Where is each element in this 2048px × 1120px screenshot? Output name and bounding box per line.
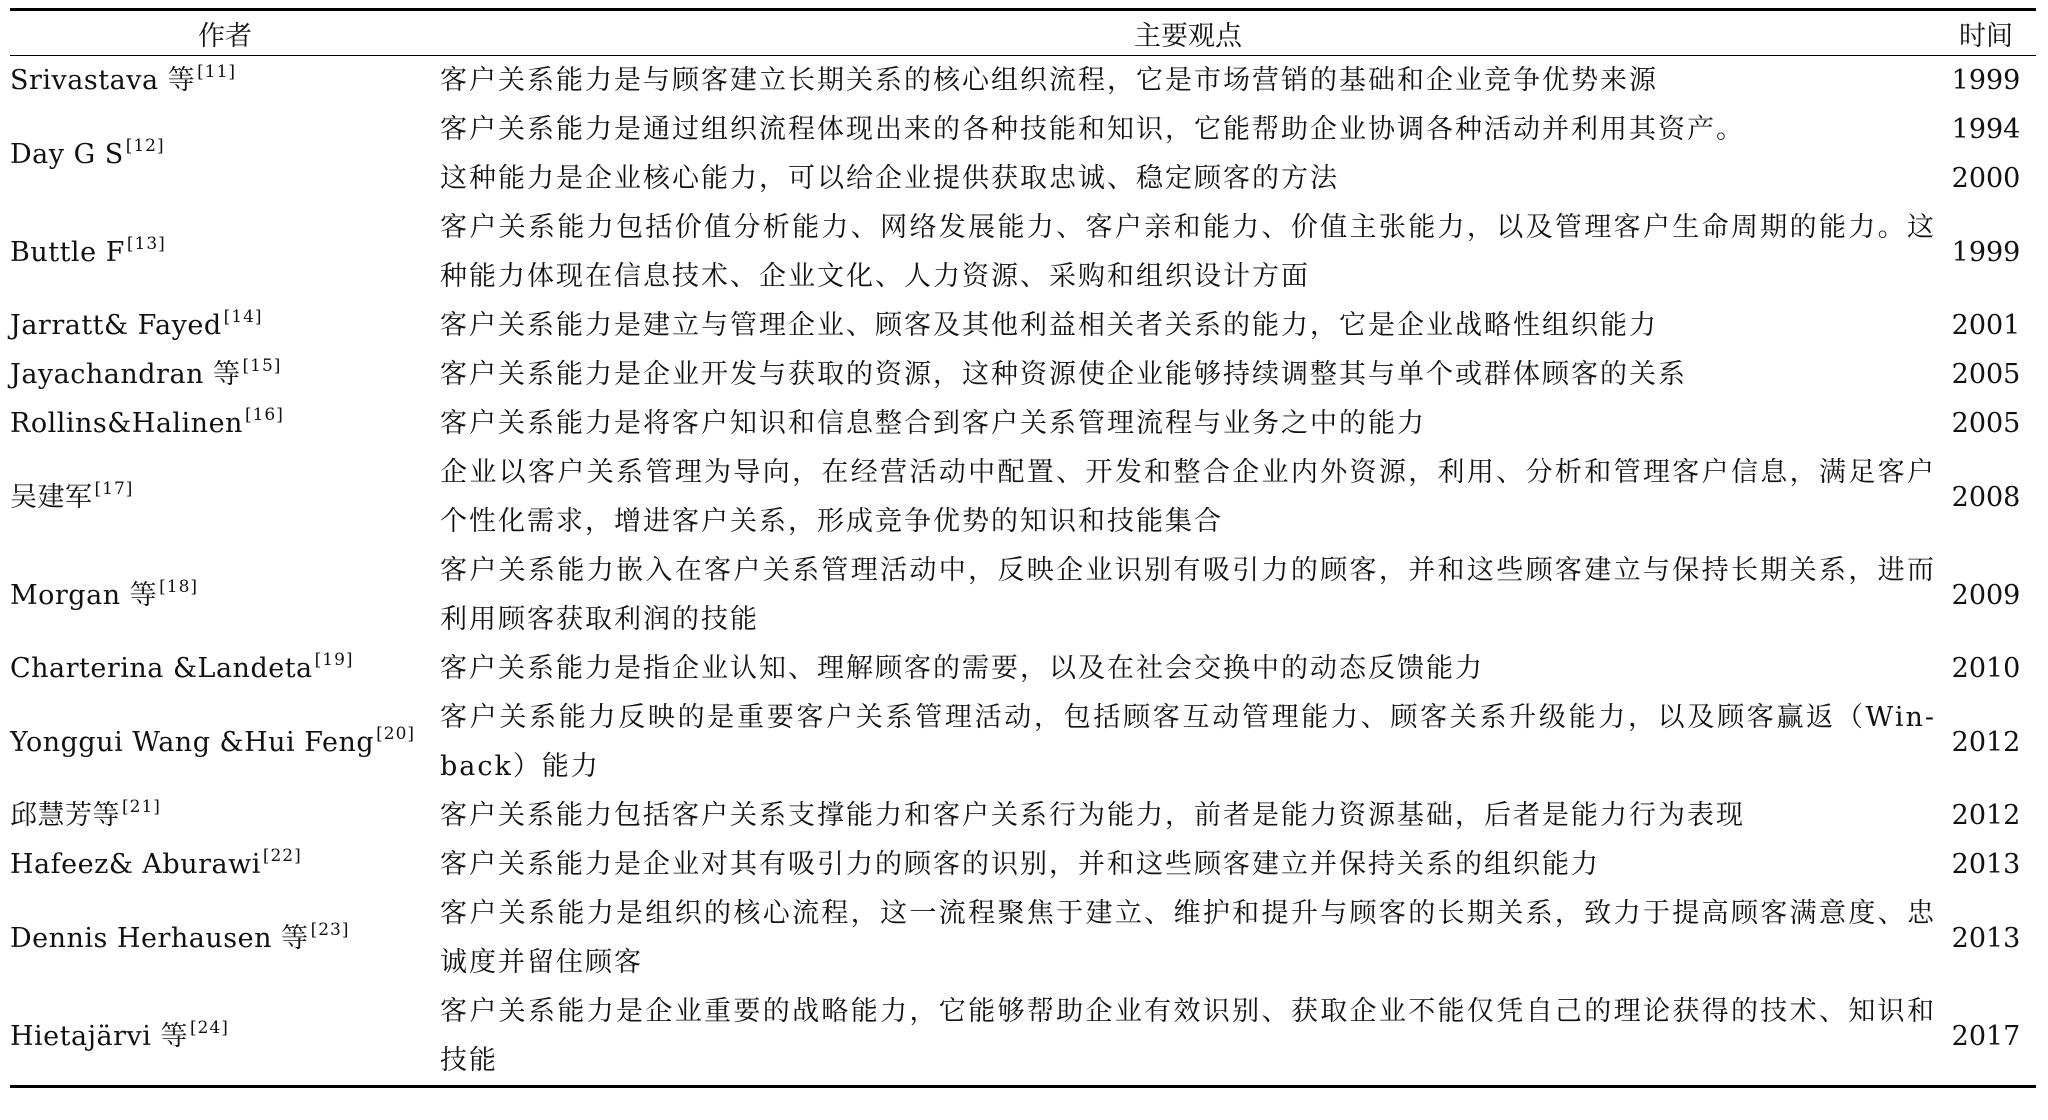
author-name: Morgan 等 (10, 579, 158, 611)
header-author: 作者 (198, 20, 252, 52)
author-cell (10, 546, 440, 644)
author-name: Srivastava 等 (10, 65, 196, 96)
table-row (10, 399, 2036, 448)
author-name: Yonggui Wang &Hui Feng (10, 726, 375, 758)
citation-ref: [20] (376, 723, 416, 744)
year-cell: 1994 (1951, 114, 2021, 145)
table-row (10, 987, 2036, 1087)
main-view-cell: 客户关系能力是企业重要的战略能力，它能够帮助企业有效识别、获取企业不能仅凭自己的理论获得的技术、知识和技能 (440, 996, 1936, 1076)
year-cell: 2005 (1951, 359, 2021, 390)
main-view-cell: 客户关系能力反映的是重要客户关系管理活动，包括顾客互动管理能力、顾客关系升级能力，以及顾客赢返（Win-back）能力 (440, 702, 1936, 782)
literature-review-table (10, 8, 2036, 1088)
main-view-cell: 这种能力是企业核心能力，可以给企业提供获取忠诚、稳定顾客的方法 (440, 163, 1339, 194)
citation-ref: [14] (223, 307, 263, 327)
citation-ref: [15] (242, 356, 282, 376)
author-name: Rollins&Halinen (10, 408, 243, 439)
table-row (10, 546, 2036, 644)
year-cell: 1999 (1951, 65, 2021, 96)
year-cell: 2012 (1951, 800, 2021, 831)
author-cell (10, 203, 440, 301)
year-cell: 2009 (1951, 579, 2021, 611)
table-row (10, 203, 2036, 301)
author-name: Day G S (10, 138, 124, 170)
author-cell (10, 105, 440, 203)
author-name: Dennis Herhausen 等 (10, 922, 309, 954)
author-name: Jayachandran 等 (10, 359, 241, 390)
author-name: Buttle F (10, 236, 125, 268)
author-name: Charterina &Landeta (10, 653, 313, 684)
main-view-cell: 客户关系能力是与顾客建立长期关系的核心组织流程，它是市场营销的基础和企业竞争优势来源 (440, 65, 1658, 96)
author-cell (10, 350, 440, 399)
citation-ref: [11] (197, 62, 237, 82)
citation-ref: [22] (262, 846, 302, 866)
table-row (10, 644, 2036, 693)
header-row (10, 10, 2036, 56)
header-year: 时间 (1959, 20, 2013, 52)
author-cell (10, 644, 440, 693)
citation-ref: [16] (244, 405, 284, 425)
citation-ref: [19] (314, 650, 354, 670)
citation-ref: [12] (125, 135, 165, 156)
citation-ref: [13] (126, 233, 166, 254)
citation-ref: [18] (159, 576, 199, 597)
author-cell (10, 840, 440, 889)
author-cell (10, 56, 440, 106)
author-name: Jarratt& Fayed (10, 310, 222, 341)
author-cell (10, 791, 440, 840)
author-cell (10, 693, 440, 791)
author-name: Hafeez& Aburawi (10, 849, 261, 880)
year-cell: 2012 (1951, 726, 2021, 758)
year-cell: 2000 (1951, 163, 2021, 194)
author-cell (10, 448, 440, 546)
main-view-cell: 客户关系能力是组织的核心流程，这一流程聚焦于建立、维护和提升与顾客的长期关系，致力于提高顾客满意度、忠诚度并留住顾客 (440, 898, 1936, 978)
year-cell: 2005 (1951, 408, 2021, 439)
main-view-cell: 客户关系能力是企业对其有吸引力的顾客的识别，并和这些顾客建立并保持关系的组织能力 (440, 849, 1600, 880)
table-row (10, 889, 2036, 987)
table-row (10, 301, 2036, 350)
main-view-cell: 客户关系能力是通过组织流程体现出来的各种技能和知识，它能帮助企业协调各种活动并利用其资产。 (440, 114, 1745, 145)
year-cell: 2017 (1951, 1020, 2021, 1052)
year-cell: 2013 (1951, 922, 2021, 954)
author-cell (10, 399, 440, 448)
table-row (10, 56, 2036, 106)
year-cell: 2001 (1951, 310, 2021, 341)
table-row (10, 105, 2036, 154)
citation-ref: [24] (189, 1017, 229, 1038)
author-cell (10, 987, 440, 1087)
author-name: 邱慧芳等 (10, 800, 120, 831)
main-view-cell: 客户关系能力是指企业认知、理解顾客的需要，以及在社会交换中的动态反馈能力 (440, 653, 1484, 684)
year-cell: 1999 (1951, 236, 2021, 268)
main-view-cell: 企业以客户关系管理为导向，在经营活动中配置、开发和整合企业内外资源，利用、分析和管理客户信息，满足客户个性化需求，增进客户关系，形成竞争优势的知识和技能集合 (440, 457, 1936, 537)
table-row (10, 840, 2036, 889)
year-cell: 2013 (1951, 849, 2021, 880)
citation-ref: [23] (310, 919, 350, 940)
main-view-cell: 客户关系能力包括价值分析能力、网络发展能力、客户亲和能力、价值主张能力，以及管理客户生命周期的能力。这种能力体现在信息技术、企业文化、人力资源、采购和组织设计方面 (440, 212, 1936, 292)
author-cell (10, 301, 440, 350)
table-row (10, 693, 2036, 791)
table-row (10, 350, 2036, 399)
author-name: 吴建军 (10, 481, 93, 513)
year-cell: 2008 (1951, 481, 2021, 513)
author-name: Hietajärvi 等 (10, 1020, 188, 1052)
table-body (10, 56, 2036, 1087)
main-view-cell: 客户关系能力包括客户关系支撑能力和客户关系行为能力，前者是能力资源基础，后者是能力行为表现 (440, 800, 1745, 831)
table-header (10, 10, 2036, 56)
year-cell: 2010 (1951, 653, 2021, 684)
main-view-cell: 客户关系能力是企业开发与获取的资源，这种资源使企业能够持续调整其与单个或群体顾客的关系 (440, 359, 1687, 390)
author-cell (10, 889, 440, 987)
main-view-cell: 客户关系能力是建立与管理企业、顾客及其他利益相关者关系的能力，它是企业战略性组织能力 (440, 310, 1658, 341)
main-view-cell: 客户关系能力嵌入在客户关系管理活动中，反映企业识别有吸引力的顾客，并和这些顾客建立与保持长期关系，进而利用顾客获取利润的技能 (440, 555, 1936, 635)
header-main-view: 主要观点 (1134, 20, 1242, 52)
table-row (10, 448, 2036, 546)
table-row (10, 791, 2036, 840)
citation-ref: [17] (94, 478, 134, 499)
main-view-cell: 客户关系能力是将客户知识和信息整合到客户关系管理流程与业务之中的能力 (440, 408, 1426, 439)
citation-ref: [21] (122, 797, 161, 817)
